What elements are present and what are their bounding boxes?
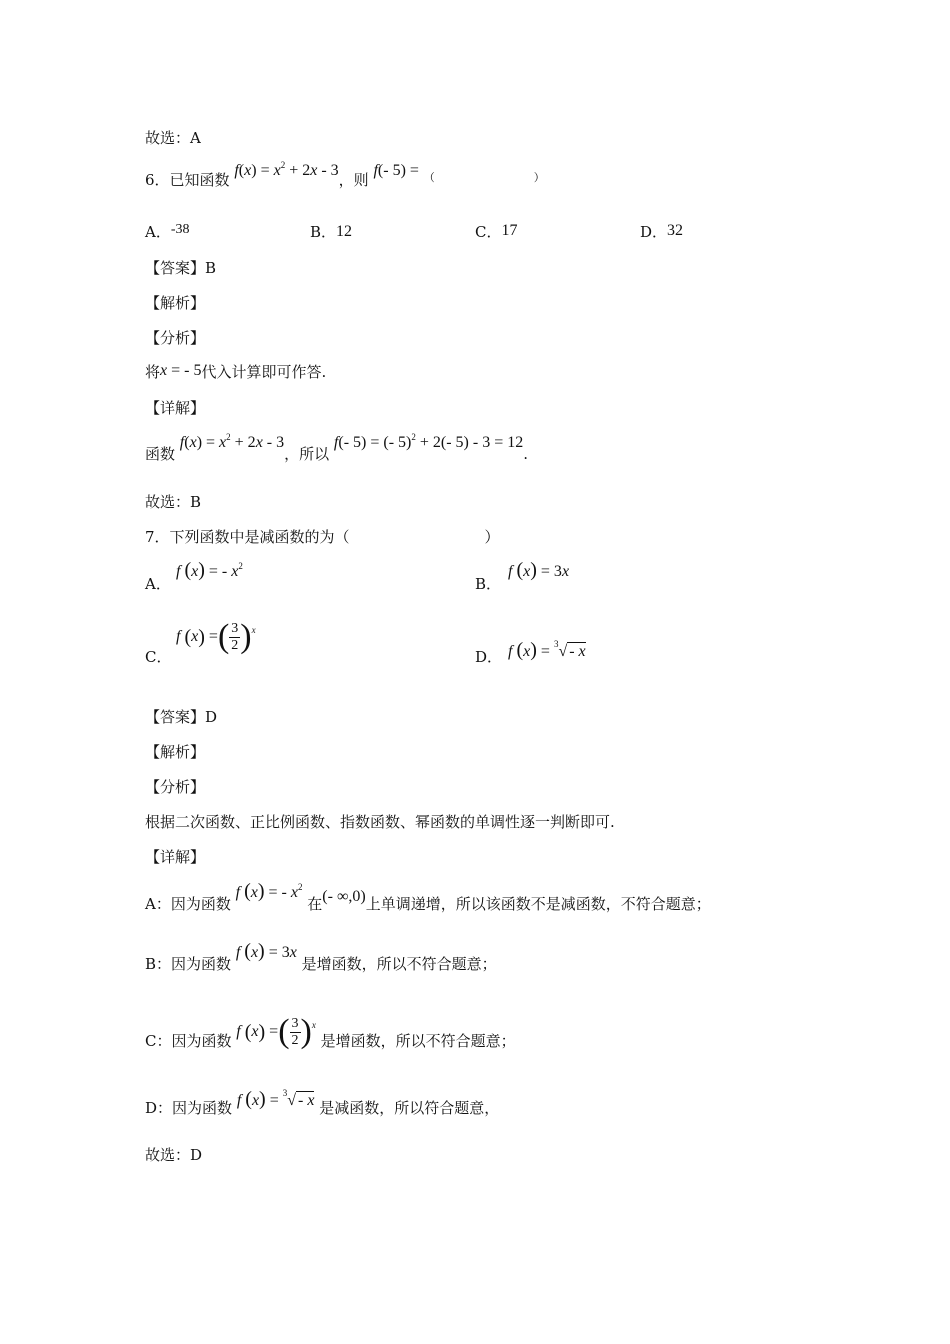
formula-f-neg5-evaluation: f(- 5) = (- 5)$^2$ + 2(- 5) - 3 = 12 bbox=[333, 432, 524, 451]
fenxi-label: 【分析】 bbox=[145, 778, 206, 796]
option-c: C． bbox=[145, 648, 172, 666]
detail-c: C：因为函数 f ( x ) = ( $\frac{3}{2}$ ) x 是增函数，所以不符合题意； bbox=[145, 1013, 516, 1050]
option-b: B． bbox=[475, 575, 502, 593]
formula-cube-root: f (x) = $^3$√ - x bbox=[236, 1088, 315, 1110]
formula-3x: f (x) = 3x bbox=[235, 940, 297, 962]
question-6-stem: 6．已知函数 $f(x) = x^2 + 2x - 3$，则 f(- 5) = （ ） bbox=[145, 160, 545, 189]
jiexi-label: 【解析】 bbox=[145, 743, 206, 761]
previous-conclusion: 故选：A bbox=[145, 129, 201, 147]
conclusion-7: 故选：D bbox=[145, 1146, 203, 1164]
formula-x-neg5: x = - 5 bbox=[160, 362, 202, 379]
option-b: B．12 bbox=[310, 223, 353, 241]
detail-b: B：因为函数 f (x) = 3x 是增函数，所以不符合题意； bbox=[145, 940, 497, 973]
question-number: 6． bbox=[145, 171, 170, 189]
answer-label: 【答案】D bbox=[145, 708, 218, 726]
conclusion-6: 故选：B bbox=[145, 493, 202, 511]
detail-a: A：因为函数 f (x) = - $x^2$ 在(- ∞,0)上单调递增，所以该函数不是减函数，不符合题意； bbox=[145, 880, 711, 913]
detail-d: D：因为函数 f (x) = $^3$√ - x 是减函数，所以符合题意， bbox=[145, 1088, 500, 1117]
formula-f-definition: $f(x) = x^2 + 2x - 3$ bbox=[234, 160, 339, 179]
detail-text: 函数 $f(x) = x^2 + 2x - 3$，所以 f(- 5) = (- 5)$^2$ + 2(- 5) - 3 = 12. bbox=[145, 432, 529, 463]
option-a: A．-38 bbox=[145, 222, 190, 241]
option-d: D．32 bbox=[640, 222, 684, 241]
formula-neg-x-squared: f (x) = - $x^2$ bbox=[235, 880, 303, 902]
xiangjie-label: 【详解】 bbox=[145, 399, 206, 417]
formula-option-d: f (x) = $^3$√ - x bbox=[508, 639, 586, 661]
jiexi-label: 【解析】 bbox=[145, 294, 206, 312]
question-number: 7． bbox=[145, 528, 170, 546]
option-c: C．17 bbox=[475, 222, 518, 241]
formula-interval: (- ∞,0) bbox=[322, 888, 366, 905]
xiangjie-label: 【详解】 bbox=[145, 848, 206, 866]
fenxi-label: 【分析】 bbox=[145, 329, 206, 347]
formula-three-halves-power: f ( x ) = ( $\frac{3}{2}$ ) x bbox=[236, 1013, 316, 1050]
option-a: A． bbox=[145, 575, 171, 593]
formula-option-b: f (x) = 3x bbox=[508, 559, 570, 581]
answer-parentheses: （ ） bbox=[423, 171, 545, 184]
formula-f-neg5: f(- 5) = bbox=[373, 162, 419, 179]
answer-label: 【答案】B bbox=[145, 259, 217, 277]
formula-option-a: f (x) = - $x^2$ bbox=[176, 559, 243, 581]
analysis-text: 将x = - 5代入计算即可作答. bbox=[145, 362, 327, 381]
formula-option-c: f ( x ) = ( $\frac{3}{2}$ ) x bbox=[176, 618, 256, 655]
analysis-text: 根据二次函数、正比例函数、指数函数、幂函数的单调性逐一判断即可. bbox=[145, 813, 615, 831]
formula-f-definition: $f(x) = x^2 + 2x - 3$ bbox=[179, 432, 285, 451]
question-7-stem: 7．下列函数中是减函数的为（ ） bbox=[145, 528, 500, 546]
option-d: D． bbox=[475, 648, 503, 666]
